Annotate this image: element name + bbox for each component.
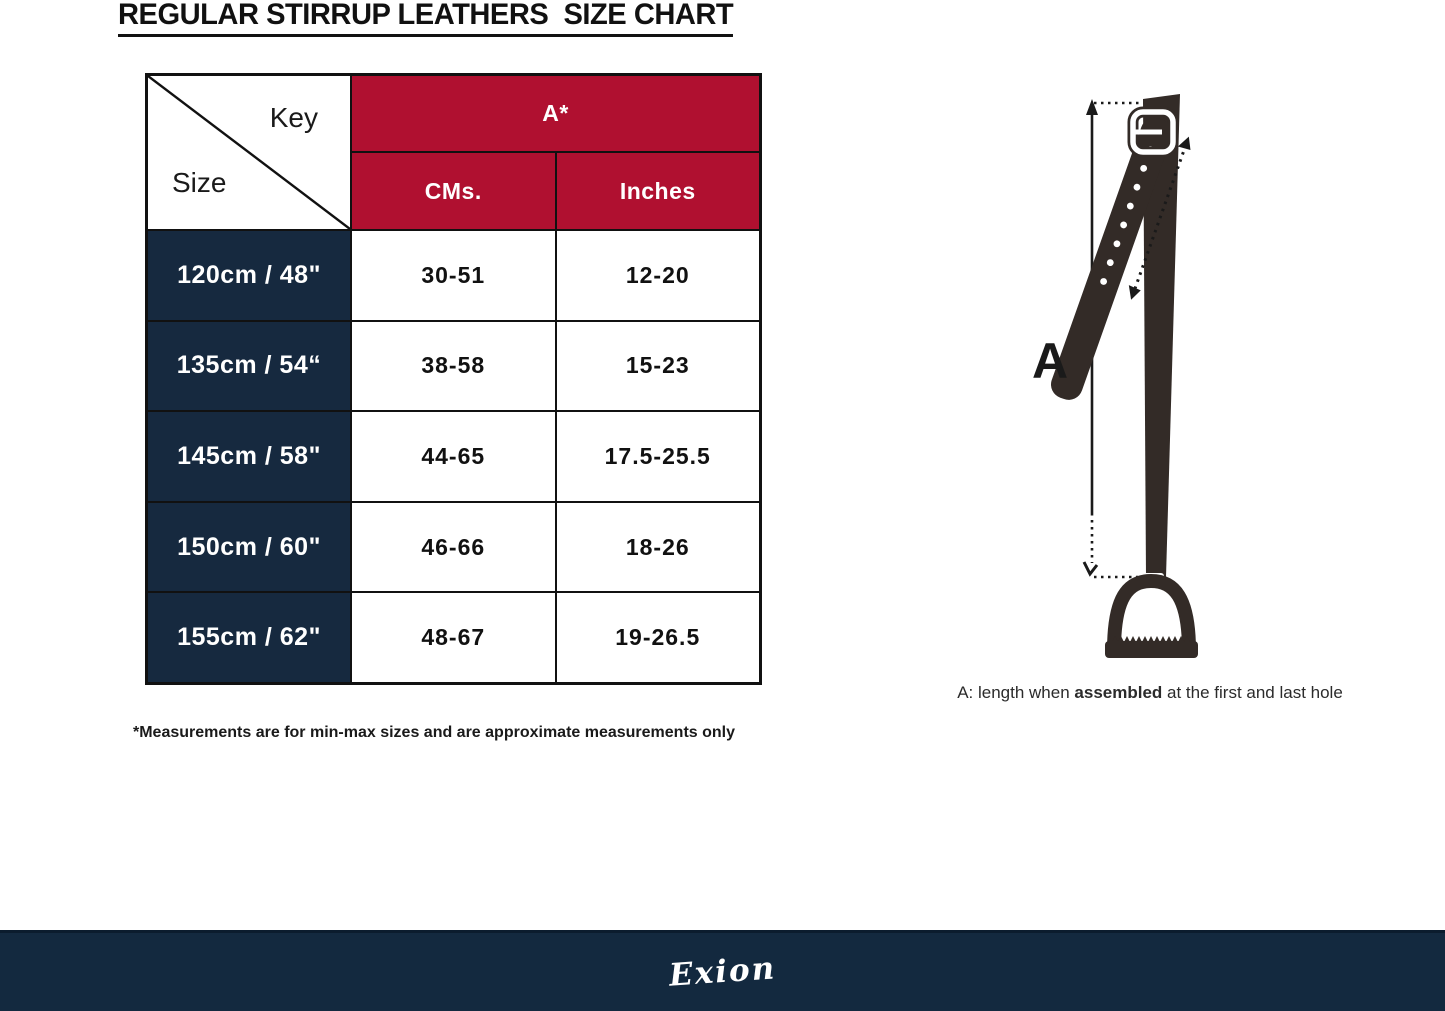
inches-value: 17.5-25.5	[557, 412, 760, 501]
size-row-label: 120cm / 48"	[148, 231, 350, 320]
caption-suffix: at the first and last hole	[1162, 683, 1343, 702]
size-row-label: 155cm / 62"	[148, 593, 350, 682]
inches-value: 18-26	[557, 503, 760, 592]
cms-value: 46-66	[352, 503, 555, 592]
caption-prefix: A: length when	[957, 683, 1075, 702]
size-row-label: 150cm / 60"	[148, 503, 350, 592]
size-chart-table	[145, 73, 762, 685]
page-title: REGULAR STIRRUP LEATHERS SIZE CHART	[118, 0, 733, 37]
column-header-inches: Inches	[557, 153, 760, 229]
corner-label-key: Key	[269, 102, 318, 133]
inches-value: 19-26.5	[557, 593, 760, 682]
cms-value: 48-67	[352, 593, 555, 682]
stirrup-leather-diagram-svg	[960, 85, 1380, 695]
measurements-footnote: *Measurements are for min-max sizes and are approximate measurements only	[133, 724, 736, 741]
cms-value: 30-51	[352, 231, 555, 320]
diagonal-divider	[148, 76, 350, 229]
table-corner-cell	[148, 76, 350, 229]
caption-bold: assembled	[1074, 683, 1163, 702]
corner-label-size: Size	[172, 167, 227, 198]
diagram-caption	[915, 683, 1385, 703]
column-group-header-a: A*	[352, 76, 759, 151]
inches-value: 15-23	[557, 322, 760, 411]
cms-value: 38-58	[352, 322, 555, 411]
size-row-label: 135cm / 54“	[148, 322, 350, 411]
footer-bar	[0, 930, 1445, 1011]
stirrup-iron	[1105, 573, 1198, 658]
size-row-label: 145cm / 58"	[148, 412, 350, 501]
brand-logo: Exion	[667, 950, 778, 994]
cms-value: 44-65	[352, 412, 555, 501]
column-header-cms: CMs.	[352, 153, 555, 229]
inches-value: 12-20	[557, 231, 760, 320]
stirrup-leather-illustration	[960, 85, 1380, 695]
diagram-label-a: A	[1032, 333, 1069, 389]
